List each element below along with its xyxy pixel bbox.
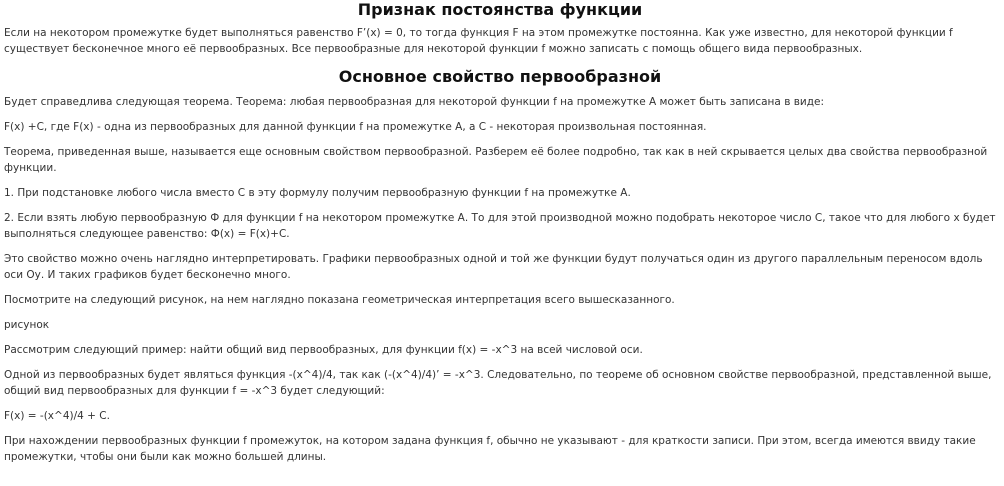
paragraph-property-2: 2. Если взять любую первообразную Ф для функции f на некотором промежутке А. То для этой производной можно подобрать некоторое число С, такое что для любого х будет выполняться следующее равенство: Ф(х) = F(x)+C. xyxy=(4,212,996,240)
paragraph-interpretation: Это свойство можно очень наглядно интерпретировать. Графики первообразных одной и той же функции будут получаться один из другого параллельным переносом вдоль оси Оу. И таких графиков будет бесконечно много. xyxy=(4,253,983,281)
paragraph-conclusion: При нахождении первообразных функции f промежуток, на котором задана функция f, обычно не указывают - для краткости записи. При этом, всегда имеются ввиду такие промежутки, чтобы они были как можно большей длины. xyxy=(4,435,976,463)
figure-placeholder: рисунок xyxy=(4,319,50,331)
paragraph-example: Рассмотрим следующий пример: найти общий вид первообразных, для функции f(x) = -x^3 на всей числовой оси. xyxy=(4,344,643,356)
paragraph-theorem-intro: Будет справедлива следующая теорема. Теорема: любая первообразная для некоторой функции f на промежутке А может быть записана в виде: xyxy=(4,96,824,108)
paragraph-theorem-explained: Теорема, приведенная выше, называется еще основным свойством первообразной. Разберем её более подробно, так как в ней скрывается целых два свойства первообразной функции. xyxy=(4,146,988,174)
section-title-main-property: Основное свойство первообразной xyxy=(338,67,662,86)
paragraph-formula: F(x) +C, где F(x) - одна из первообразных для данной функции f на промежутке А, а С - некоторая произвольная постоянная. xyxy=(4,121,707,133)
paragraph-see-figure: Посмотрите на следующий рисунок, на нем наглядно показана геометрическая интерпретация всего вышесказанного. xyxy=(4,294,675,306)
section-title-constancy: Признак постоянства функции xyxy=(357,0,643,19)
paragraph-answer-formula: F(x) = -(x^4)/4 + C. xyxy=(4,410,110,422)
paragraph-example-solution: Одной из первообразных будет являться функция -(x^4)/4, так как (-(x^4)/4)’ = -x^3. Следовательно, по теореме об основном свойстве первообразной, представленной выше, общий вид первообразных для функции f = -x^3 будет следующий: xyxy=(4,369,992,397)
paragraph-constancy: Если на некотором промежутке будет выполняться равенство F’(x) = 0, то тогда функция F на этом промежутке постоянна. Как уже известно, для некоторой функции f существует бесконечное много её первообразных. Все первообразные для некоторой функции f можно записать с помощь общего вида первообразных. xyxy=(4,27,953,55)
paragraph-property-1: 1. При подстановке любого числа вместо С в эту формулу получим первообразную функции f на промежутке А. xyxy=(4,187,631,199)
article xyxy=(4,0,996,474)
